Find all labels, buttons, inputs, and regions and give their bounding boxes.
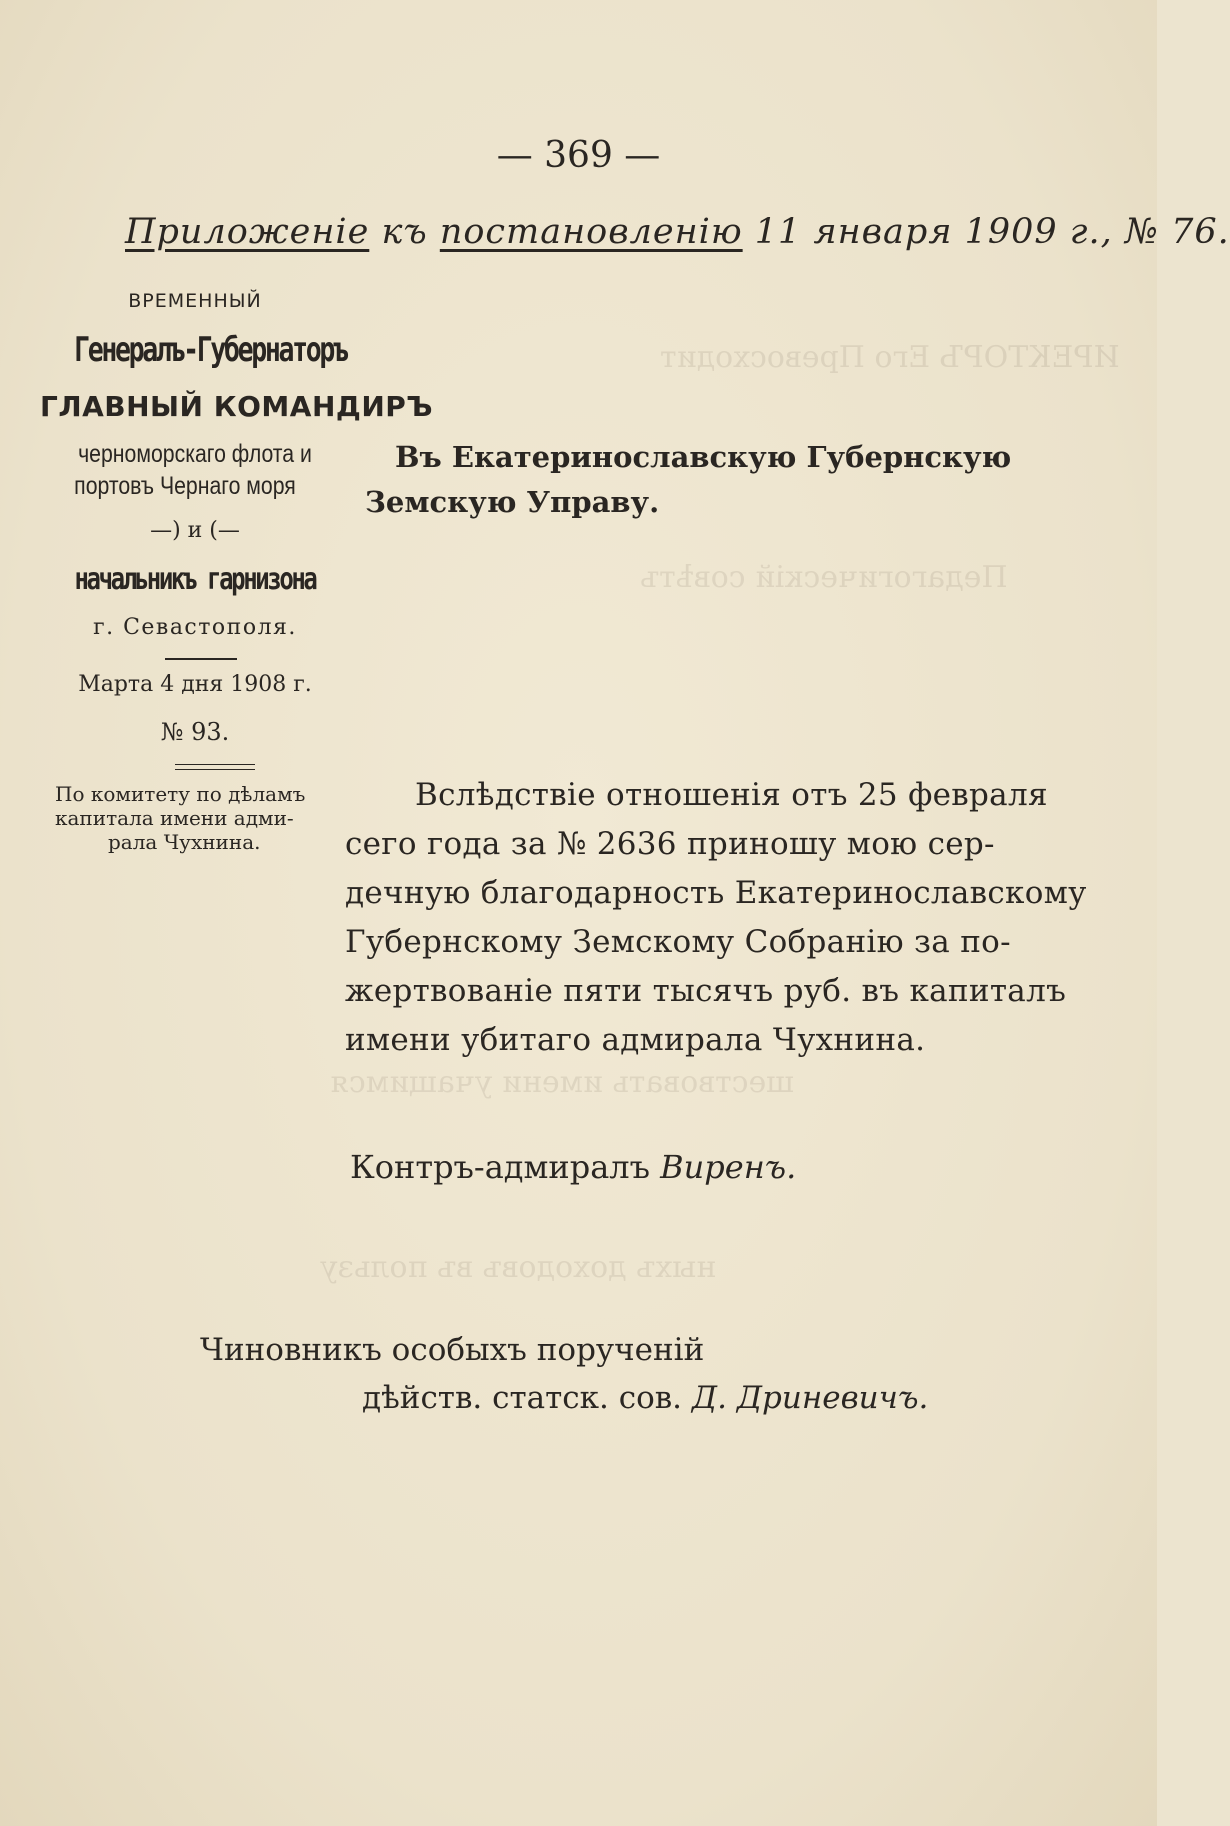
letterhead-temporary: ВРЕМЕННЫЙ bbox=[128, 290, 262, 312]
letterhead-garrison-chief: начальникъ гарнизона bbox=[74, 562, 316, 597]
official-title: Чиновникъ особыхъ порученій bbox=[200, 1332, 705, 1368]
committee-note-line1: По комитету по дѣламъ bbox=[55, 782, 306, 806]
bleed-through-text: Педагогическій совѣтъ bbox=[640, 560, 1008, 595]
official-name: Д. Дриневичъ. bbox=[691, 1380, 929, 1416]
official-signature bbox=[362, 1380, 928, 1416]
committee-note-line2: капитала имени адми- bbox=[55, 806, 294, 830]
bleed-through-text: ИРЕКТОРЪ Его Превосходит bbox=[660, 340, 1120, 375]
letterhead-fleet-line2: портовъ Чернаго моря bbox=[74, 472, 296, 500]
page-number: — 369 — bbox=[496, 135, 661, 176]
bleed-through-text: ныхъ доходовъ въ пользу bbox=[320, 1250, 716, 1285]
body-line: Вслѣдствіе отношенія отъ 25 февраля bbox=[415, 777, 1048, 813]
letterhead-city: г. Севастополя. bbox=[93, 615, 297, 640]
body-line: Губернскому Земскому Собранію за по- bbox=[345, 924, 1011, 960]
appendix-word: къ bbox=[381, 212, 428, 252]
letterhead-date: Марта 4 дня 1908 г. bbox=[78, 672, 312, 697]
divider bbox=[165, 658, 237, 660]
body-line: дечную благодарность Екатеринославскому bbox=[345, 875, 1087, 911]
body-line: жертвованіе пяти тысячъ руб. въ капиталъ bbox=[345, 973, 1067, 1009]
signature-name: Виренъ. bbox=[660, 1148, 797, 1186]
official-rank: дѣйств. статск. сов. bbox=[362, 1380, 683, 1416]
appendix-word: Приложеніе bbox=[125, 212, 370, 252]
letterhead-number: № 93. bbox=[160, 718, 230, 746]
committee-note-line3: рала Чухнина. bbox=[108, 830, 261, 854]
divider bbox=[175, 764, 255, 765]
body-line: имени убитаго адмирала Чухнина. bbox=[345, 1022, 926, 1058]
body-line: сего года за № 2636 приношу мою сер- bbox=[345, 826, 995, 862]
letterhead-and: —) и (— bbox=[150, 518, 240, 543]
divider bbox=[175, 769, 255, 770]
appendix-reference bbox=[125, 212, 1230, 252]
appendix-word: постановленію bbox=[439, 212, 743, 252]
letterhead-chief-commander: ГЛАВНЫЙ КОМАНДИРЪ bbox=[40, 390, 434, 423]
letterhead-governor-general: Генералъ-Губернаторъ bbox=[74, 330, 347, 370]
signature-rear-admiral bbox=[350, 1148, 796, 1186]
letterhead-fleet-line1: черноморскаго флота и bbox=[78, 440, 312, 468]
bleed-through-text: шествовать имени учащимся bbox=[330, 1065, 795, 1100]
addressee-line1: Въ Екатеринославскую Губернскую bbox=[395, 440, 1012, 474]
appendix-date-number: 11 января 1909 г., № 76. bbox=[754, 212, 1230, 252]
signature-rank: Контръ-адмиралъ bbox=[350, 1148, 650, 1186]
addressee-line2: Земскую Управу. bbox=[365, 485, 660, 519]
